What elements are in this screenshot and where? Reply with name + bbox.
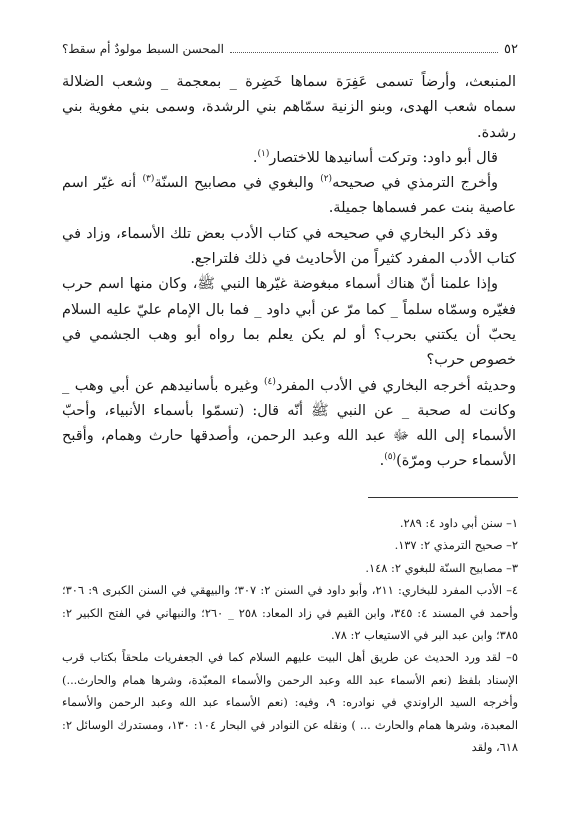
running-title: المحسن السبط مولودٌ أم سقط؟: [62, 42, 224, 56]
footnotes: [62, 512, 518, 758]
header-dotted-leader: [230, 42, 498, 53]
footnote-ref-4[interactable]: (٤): [264, 376, 276, 387]
footnote-ref-3[interactable]: (٣): [142, 174, 155, 185]
main-text: [62, 70, 516, 475]
paragraph-3-text-a: وأخرج الترمذي في صحيحه: [332, 175, 498, 192]
footnote-3: ٣– مصابيح السنّة للبغوي ٢: ١٤٨.: [365, 560, 518, 575]
footnote-2: ٢– صحيح الترمذي ٢: ١٣٧.: [394, 538, 518, 553]
paragraph-3: [62, 171, 516, 222]
footnote-ref-5[interactable]: (٥): [384, 452, 397, 463]
paragraph-2: [62, 146, 516, 171]
paragraph-5: وإذا علمنا أنّ هناك أسماء مبغوضة غيّرها النبي ﷺ، وكان منها اسم حرب فغيّره وسمّاه سلماً _ كما مرّ عن أبي داود _ فما بال الإمام عليّ عليه السلام يحبّ أن يكتني بحرب؟ أو لم يكن يعلم بما رواه أبو وهب الجشمي في خصوص حرب؟: [62, 276, 516, 369]
footnote-separator: [368, 497, 518, 498]
footnote-ref-2[interactable]: (٢): [320, 174, 333, 185]
paragraph-3-text-c: أنه غيّر اسم عاصية بنت عمر فسماها جميلة.: [62, 175, 516, 217]
footnote-4: ٤– الأدب المفرد للبخاري: ٢١١، وأبو داود في السنن ٢: ٣٠٧؛ والبيهقي في السنن الكبرى ٩: ٣٠٦؛ وأحمد في المسند ٤: ٣٤٥، وابن القيم في زاد المعاد: ٢٥٨ _ ٢٦٠؛ والنبهاني في الفتح الكبير ٢: ٣٨٥؛ وابن عبد البر في الاستيعاب ٢: ٧٨.: [62, 583, 519, 643]
paragraph-2-end: .: [252, 149, 258, 166]
paragraph-3-text-b: والبغوي في مصابيح السنّة: [154, 175, 321, 192]
footnote-1: ١– سنن أبي داود ٤: ٢٨٩.: [399, 516, 518, 530]
paragraph-6-text-b: وغيره بأسانيدهم عن أبي وهب _ وكانت له صحبة _ عن النبي ﷺ أنّه قال: (تسمّوا بأسماء الأنبياء، وأحبّ الأسماء إلى الله ﷻ عبد الله وعبد الرحمن، وأصدقها حارث وهمام، وأقبح الأسماء حرب ومرّة): [62, 377, 516, 470]
paragraph-6: [62, 374, 516, 475]
paragraph-6-text-a: وحديثه أخرجه البخاري في الأدب المفرد: [275, 377, 516, 394]
paragraph-2-text: قال أبو داود: وتركت أسانيدها للاختصار: [269, 149, 498, 166]
footnote-5: ٥– لقد ورد الحديث عن طريق أهل البيت عليهم السلام كما في الجعفريات ملحقاً بكتاب قرب الإسناد بلفظ (نعم الأسماء عبد الله وعبد الرحمن والأسماء المعبّدة، وشرها همام والحارث...) وأخرجه السيد الراوندي في نوادره: ٩، وفيه: (نعم الأسماء عبد الله وعبد الرحمن والأسماء المعبدة، وشرها همام والحارث ... ) ونقله عن النوادر في البحار ١٠٤: ١٣٠، ومستدرك الوسائل ٢: ٦١٨، ولقد: [62, 650, 518, 755]
paragraph-4: وقد ذكر البخاري في صحيحه في كتاب الأدب بعض تلك الأسماء، وزاد في كتاب الأدب المفرد كثيراً من الأحاديث في ذلك فلتراجع.: [62, 225, 516, 268]
paragraph-1: المنبعث، وأرضاً تسمى عَفِرَة سماها خَضِرة _ بمعجمة _ وشعب الضلالة سماه شعب الهدى، وبنو الزنية سمّاهم بني الرشدة، وسمى بني مغوية بني رشدة.: [62, 74, 516, 141]
running-header: [62, 42, 518, 60]
page-number: ٥٢: [504, 42, 518, 57]
paragraph-6-end: .: [379, 453, 385, 470]
footnote-ref-1[interactable]: (١): [257, 149, 270, 160]
